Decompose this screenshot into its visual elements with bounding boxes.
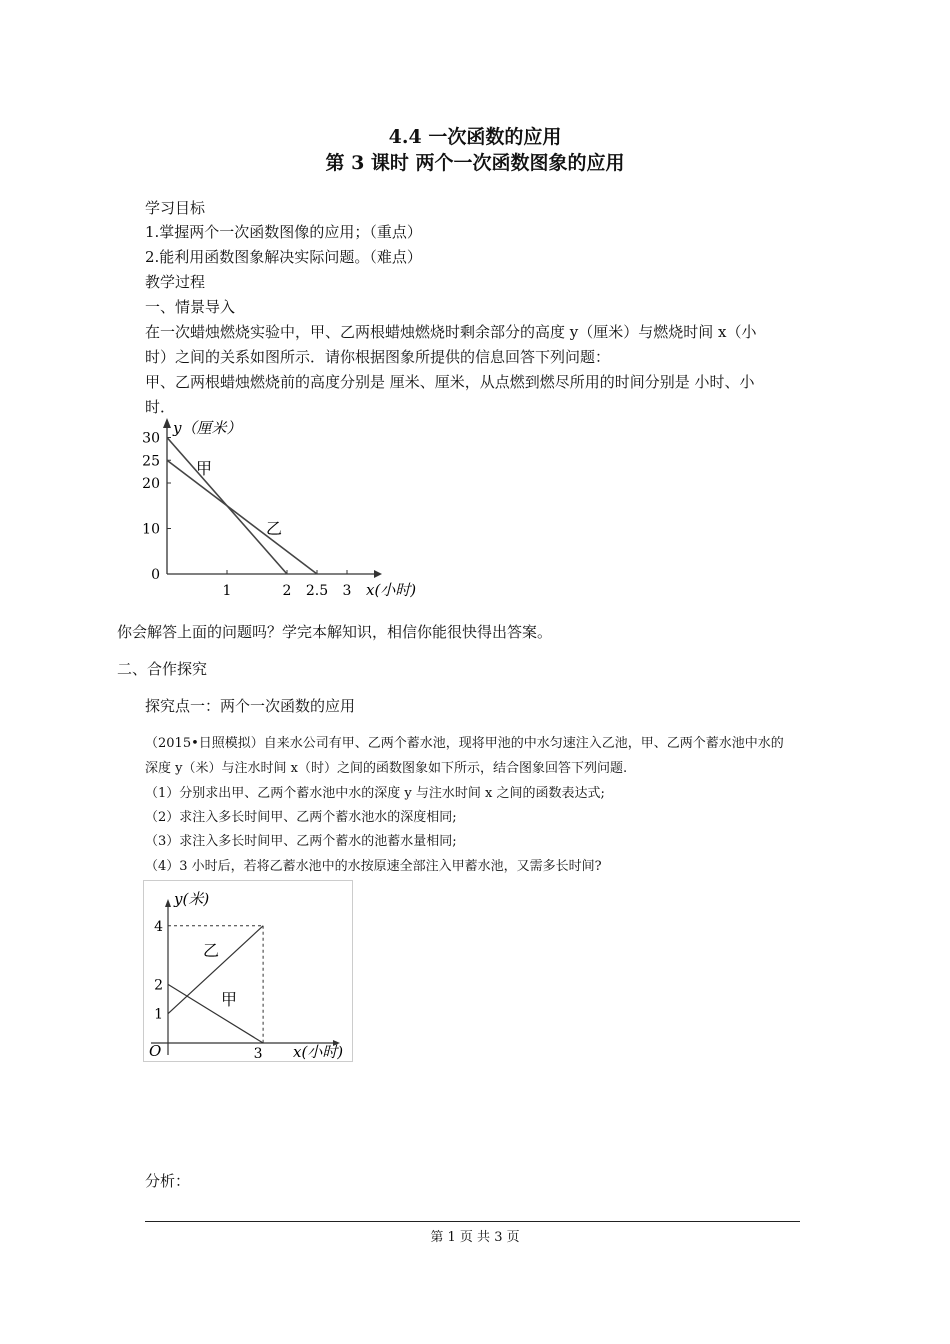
x-tick-label: 3 xyxy=(342,583,352,599)
document-title: 4.4 一次函数的应用 xyxy=(388,126,562,148)
y-tick-label: 1 xyxy=(154,1006,163,1023)
y-axis-arrow xyxy=(163,418,171,428)
series-line xyxy=(168,926,263,1014)
sub-question-3: （3）求注入多长时间甲、乙两个蓄水的池蓄水量相同; xyxy=(145,834,457,849)
y-tick-label: 25 xyxy=(142,453,160,470)
x-tick-label: 2 xyxy=(282,583,292,599)
water-tank-chart xyxy=(143,880,353,1062)
origin-label: O xyxy=(149,1042,162,1060)
analysis-label: 分析： xyxy=(145,1172,191,1190)
goals-heading: 学习目标 xyxy=(145,199,206,217)
x-tick-label: 1 xyxy=(222,583,232,599)
y-tick-label: 30 xyxy=(142,430,160,447)
series-label: 甲 xyxy=(196,459,213,478)
series-line xyxy=(168,984,263,1043)
footer-divider xyxy=(145,1221,800,1222)
after-chart-text: 你会解答上面的问题吗？学完本解知识，相信你能很快得出答案。 xyxy=(117,623,553,641)
intro-line-2: 时）之间的关系如图所示．请你根据图象所提供的信息回答下列问题： xyxy=(145,348,611,366)
y-tick-label: 20 xyxy=(142,476,160,492)
problem-line-2: 深度 y（米）与注水时间 x（时）之间的函数图象如下所示，结合图象回答下列问题. xyxy=(145,761,628,776)
series-label: 乙 xyxy=(266,519,283,538)
y-axis-arrow xyxy=(165,899,171,907)
section-2-heading: 二、合作探究 xyxy=(117,660,208,678)
y-tick-label: 0 xyxy=(151,567,160,583)
series-label: 乙 xyxy=(203,941,220,960)
series-label: 甲 xyxy=(221,990,238,1009)
goal-item-2: 2.能利用函数图象解决实际问题。（难点） xyxy=(145,248,422,266)
sub-question-4: （4）3 小时后，若将乙蓄水池中的水按原速全部注入甲蓄水池，又需多长时间? xyxy=(145,859,602,874)
process-heading: 教学过程 xyxy=(145,273,206,291)
explore-point-1: 探究点一：两个一次函数的应用 xyxy=(145,697,356,715)
x-axis-arrow xyxy=(374,570,382,578)
question-line-2: 时． xyxy=(145,398,176,416)
x-axis-label: x(小时) xyxy=(366,581,417,599)
intro-line-1: 在一次蜡烛燃烧实验中，甲、乙两根蜡烛燃烧时剩余部分的高度 y（厘米）与燃烧时间 x（小 xyxy=(145,323,757,341)
page-footer: 第 1 页 共 3 页 xyxy=(430,1230,520,1245)
sub-question-1: （1）分别求出甲、乙两个蓄水池中水的深度 y 与注水时间 x 之间的函数表达式; xyxy=(145,786,605,801)
x-tick-label: 2.5 xyxy=(305,583,329,599)
y-tick-label: 2 xyxy=(154,977,163,994)
x-tick-label: 3 xyxy=(253,1046,263,1062)
x-axis-label: x(小时) xyxy=(293,1043,344,1061)
y-axis-label: y（厘米） xyxy=(173,419,242,437)
y-tick-label: 10 xyxy=(142,521,160,538)
goal-item-1: 1.掌握两个一次函数图像的应用；（重点） xyxy=(145,223,422,241)
series-line xyxy=(167,460,317,574)
question-line-1: 甲、乙两根蜡烛燃烧前的高度分别是 厘米、厘米，从点燃到燃尽所用的时间分别是 小时、小 xyxy=(145,373,755,391)
y-axis-label: y(米) xyxy=(174,890,210,908)
candle-burning-chart xyxy=(138,414,428,606)
lesson-subtitle: 第 3 课时 两个一次函数图象的应用 xyxy=(325,152,625,174)
y-tick-label: 4 xyxy=(154,918,163,935)
problem-line-1: （2015•日照模拟）自来水公司有甲、乙两个蓄水池，现将甲池的中水匀速注入乙池，甲、乙两个蓄水池中水的 xyxy=(145,736,784,751)
section-1-heading: 一、情景导入 xyxy=(145,298,236,316)
sub-question-2: （2）求注入多长时间甲、乙两个蓄水池水的深度相同; xyxy=(145,810,457,825)
